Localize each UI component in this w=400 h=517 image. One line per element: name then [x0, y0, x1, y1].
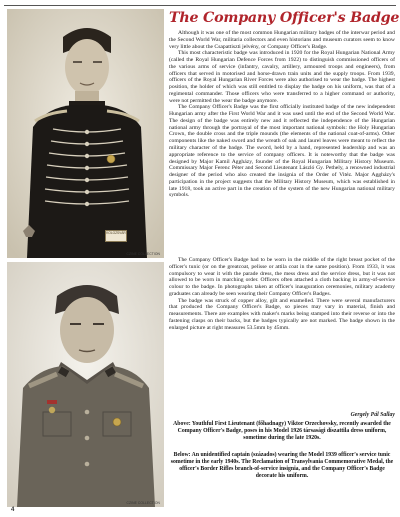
page-number: 4: [11, 507, 15, 513]
photo-credit-bottom: CZINE COLLECTION: [126, 501, 160, 505]
paragraph-introduction-1920: This most characteristic badge was introduced in 1920 for the Royal Hungarian National Army (called the Royal Hungarian Defence Forces from 1922) to distinguish commissioned officers of the various arms of service (infantry, cavalry, artillery, armoured troops and engineers), from officers that served in motorised and horse-drawn train units and the supply troops. From 1939, officers of the Royal Hungarian River Forces were also authorised to wear the badge. The highest position, the holder of which was still entitled to display the badge on his uniform, was that of a regimental commander. Those officers who were transferred to a higher command or authority, were not permitted the wear the badge anymore.: [169, 50, 395, 104]
photo-captain: [7, 262, 164, 507]
portrait-illustration-bottom: [7, 262, 164, 507]
caption-above: Above: Youthful First Lieutenant (főhadnagy) Viktor Orzechovsky, recently awarded the Company Officer's Badge, poses in his Model 1926 társasági díszattila dress uniform, sometime during the late 1920s.: [173, 421, 391, 441]
article-body-lower: [169, 257, 395, 413]
paragraph-wearing: The Company Officer's Badge had to be worn in the middle of the right breast pocket of the officer's tunic (or on the greatcoat, pelisse or attila coat in the same position). From 1933, it was compulsory to wear it with the parade dress, the mess dress and the service dress, but it was not allowed to be worn in marching order. Officers often attached a cloth backing in army-of-service colour to the badge. In photographs taken at officer's inauguration ceremonies, military academy graduates can already be seen wearing their Company Officer's Badges.: [169, 257, 395, 297]
studio-stamp: KOLOZSVÁR: [105, 230, 127, 242]
paragraph-design: The Company Officer's Badge was the first officially instituted badge of the new independent Hungarian army after the First World War and it was used until the end of the Second World War. The design of the badge was entirely new and it reflected the independence of the Hungarian national army through the portrayal of the most important national symbols: the Holy Hungarian Crown, the double cross and the triple mounds (the elements of the national coat-of-arms). Other components like the naked sword and the wreath of oak and laurel leaves were meant to reflect the military character of the badge. The sword, held by a hand, represented leadership and was an appropriate reference to the service of company officers. It is noteworthy that the badge was designed by Major Kamil Aggházy, founder of the Royal Hungarian Military History Museum. Commissary Major Ferenc Péter and Second Lieutenant László Gy. Pethely, a renowned industrial designer of the period who also created the insignia of the Order of Vitéz. Major Aggházy's participation in the project suggests that the Military History Museum, which was established in late 1918, took an active part in the creation of the system of the new Hungarian national military symbols.: [169, 104, 395, 199]
article-title: The Company Officer's Badge: [169, 10, 400, 26]
caption-below: Below: An unidentified captain (százados) wearing the Model 1939 officer's service tunic sometime in the early 1940s. The Reclamation of Transylvania Commemorative Medal, the officer's Border Rifles branch-of-service insignia, and the Company Officer's Badge decorate his uniform.: [170, 452, 394, 479]
photo-credit-top: CZINE COLLECTION: [126, 252, 160, 256]
paragraph-manufacture: The badge was struck of copper alloy, gilt and enamelled. There were several manufacturers that produced the Company Officer's Badge, so pieces may vary in material, finish and measurements. There are examples with maker's marks being stamped into their reverse or into the fastening clasps on their backs, but the badges typically are not marked. The badge shown in the enlarged picture at right measures 53.5mm by 45mm.: [169, 297, 395, 331]
article-body-upper: [169, 30, 395, 254]
photo-first-lieutenant: [7, 9, 164, 258]
portrait-illustration-top: [7, 9, 164, 258]
paragraph-intro: Although it was one of the most common Hungarian military badges of the interwar period and the Second World War, militaria collectors and even historians and museum curators seem to know very little about the Csapattiszti jelvény, or Company Officer's Badge.: [169, 30, 395, 50]
top-rule: [4, 5, 396, 6]
author-byline: Gergely Pál Sallay: [350, 412, 395, 418]
